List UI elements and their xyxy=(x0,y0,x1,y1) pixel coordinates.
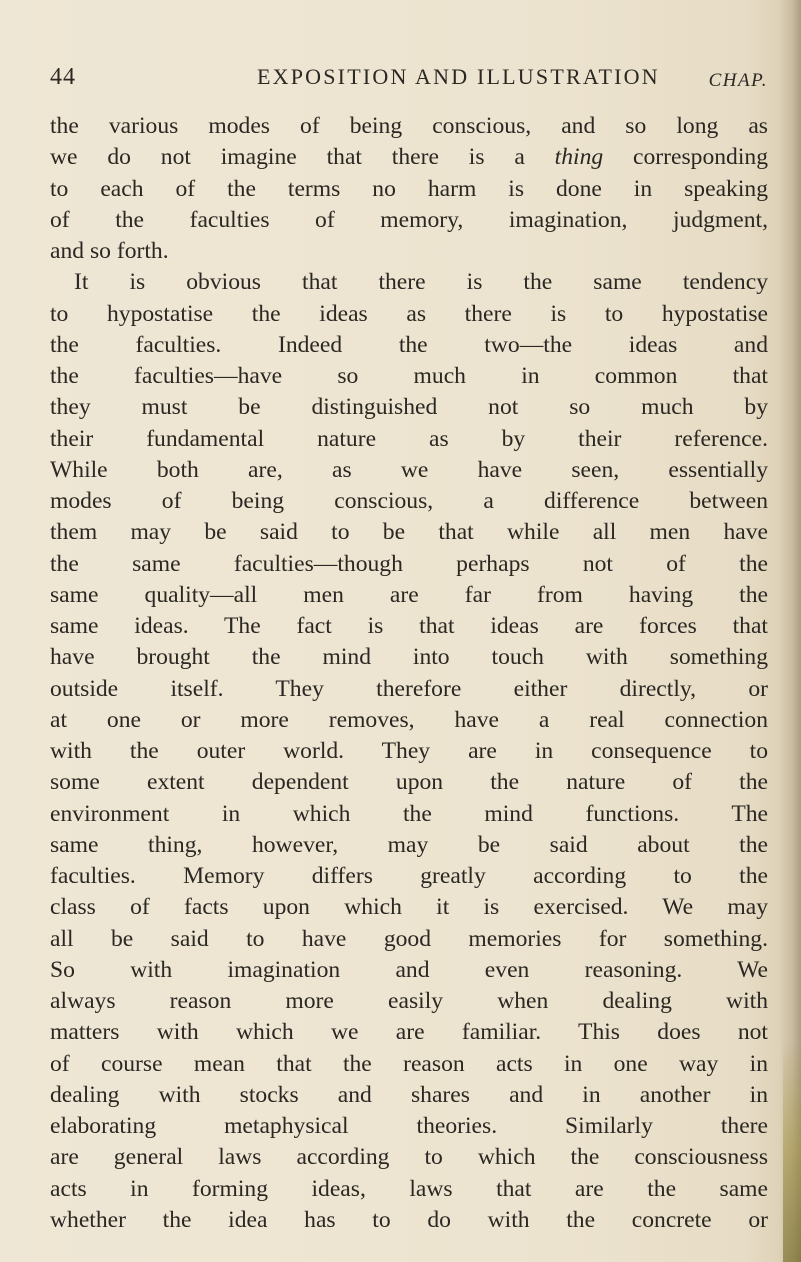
text-line: some extent dependent upon the nature of the xyxy=(50,769,768,796)
text-line: of the faculties of memory, imagination, judgment, xyxy=(50,206,768,233)
chapter-mark: CHAP. xyxy=(708,70,768,91)
text-line: all be said to have good memories for something. xyxy=(50,925,768,952)
text-line: and so forth. xyxy=(50,238,169,264)
text-line: always reason more easily when dealing with xyxy=(50,988,768,1014)
page-edge-stain xyxy=(783,1040,801,1262)
text-line: to each of the terms no harm is done in speaking xyxy=(50,175,768,202)
text-line: whether the idea has to do with the concrete or xyxy=(50,1206,768,1233)
text-line: the faculties—have so much in common that xyxy=(50,363,768,389)
text-line: with the outer world. They are in consequence to xyxy=(50,738,768,764)
text-line: to hypostatise the ideas as there is to hypostatise xyxy=(50,300,768,327)
text-line: same thing, however, may be said about the xyxy=(50,831,768,858)
text-line: same ideas. The fact is that ideas are forces that xyxy=(50,613,768,639)
text-line: faculties. Memory differs greatly according to the xyxy=(50,863,768,889)
text-line: class of facts upon which it is exercised. We may xyxy=(50,894,768,921)
italic-word: thing xyxy=(554,144,604,171)
page-header xyxy=(50,64,768,96)
text-line: of course mean that the reason acts in one way in xyxy=(50,1050,768,1077)
text-line: at one or more removes, have a real connection xyxy=(50,706,768,733)
running-head: EXPOSITION AND ILLUSTRATION xyxy=(257,64,660,89)
body-text xyxy=(50,111,768,1236)
text-line: matters with which we are familiar. This does not xyxy=(50,1019,768,1046)
text-line: have brought the mind into touch with something xyxy=(50,644,768,671)
text-line: So with imagination and even reasoning. We xyxy=(50,956,768,983)
text-line: While both are, as we have seen, essentially xyxy=(50,456,768,483)
text-line: them may be said to be that while all men have xyxy=(50,519,768,546)
text-line: are general laws according to which the consciousness xyxy=(50,1144,768,1171)
text-line: same quality—all men are far from having the xyxy=(50,581,768,608)
text-line: acts in forming ideas, laws that are the same xyxy=(50,1175,768,1202)
text-line: elaborating metaphysical theories. Similarly there xyxy=(50,1113,768,1139)
page-number: 44 xyxy=(50,64,76,90)
text-line: we do not imagine that there is a thing corresponding xyxy=(50,144,768,171)
text-line: their fundamental nature as by their reference. xyxy=(50,425,768,452)
paragraph-start-line: It is obvious that there is the same tendency xyxy=(74,269,768,296)
text-line: the faculties. Indeed the two—the ideas and xyxy=(50,331,768,358)
text-line: they must be distinguished not so much by xyxy=(50,394,768,421)
text-line: modes of being conscious, a difference between xyxy=(50,488,768,514)
text-line: the same faculties—though perhaps not of the xyxy=(50,550,768,577)
text-line: dealing with stocks and shares and in another in xyxy=(50,1081,768,1108)
text-line: environment in which the mind functions. The xyxy=(50,800,768,827)
text-line: outside itself. They therefore either directly, or xyxy=(50,675,768,702)
text-line: the various modes of being conscious, and so long as xyxy=(50,113,768,139)
